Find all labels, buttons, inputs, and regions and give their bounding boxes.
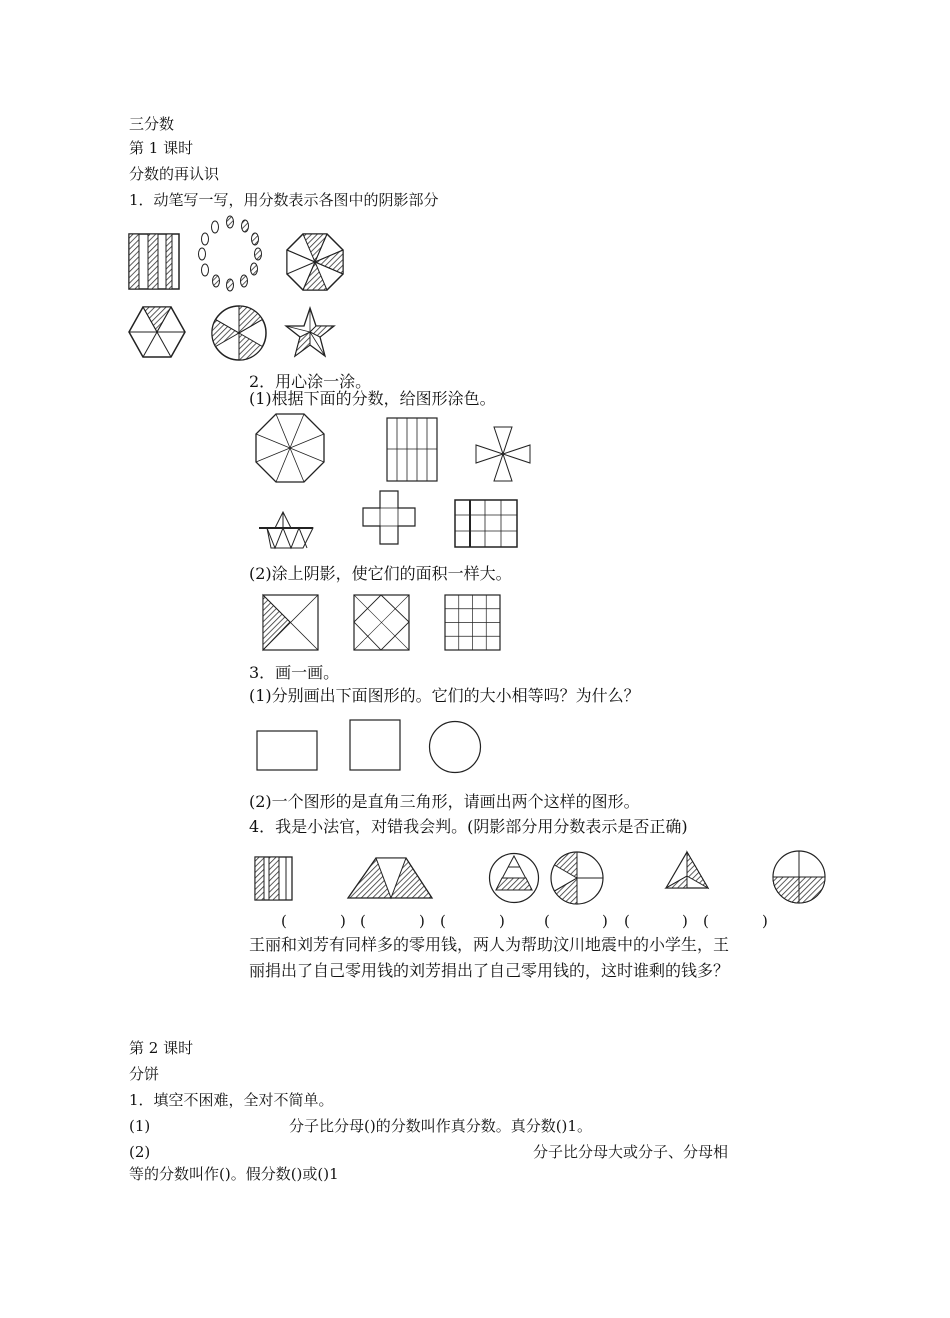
octagon-figure (285, 232, 345, 292)
lesson2-item2-text: 分子比分母大或分子、分母相 (533, 1143, 729, 1161)
answer-paren-open-6: ( (703, 912, 709, 930)
star-figure (284, 306, 336, 360)
answer-paren-close-2: ) (419, 912, 425, 930)
answer-paren-open-5: ( (624, 912, 630, 930)
answer-paren-close-4: ) (602, 912, 608, 930)
question4-title: 4．我是小法官，对错我会判。(阴影部分用分数表示是否正确) (249, 817, 688, 836)
lesson2-item1-text: 分子比分母()的分数叫作真分数。真分数()1。 (289, 1117, 592, 1135)
square-inscribed-diamond (353, 594, 411, 652)
ring-of-ellipses-figure (194, 214, 266, 294)
answer-paren-close-5: ) (682, 912, 688, 930)
lesson2-title: 第 2 课时 (129, 1039, 194, 1057)
judge-circle-sectors (549, 850, 605, 906)
story-line-2: 丽捐出了自己零用钱的刘芳捐出了自己零用钱的，这时谁剩的钱多？ (249, 961, 730, 980)
answer-paren-open-3: ( (440, 912, 446, 930)
answer-paren-close-1: ) (340, 912, 346, 930)
answer-paren-open-1: ( (281, 912, 287, 930)
question3-title: 3．画一画。 (249, 663, 340, 682)
answer-paren-close-3: ) (499, 912, 505, 930)
lesson2-item2-continuation: 等的分数叫作()。假分数()或()1 (129, 1165, 339, 1183)
judge-circle-quarters (771, 849, 827, 905)
circle-sectors-figure (210, 304, 268, 362)
judge-circle-triangle (488, 852, 540, 904)
cross-shape-to-color (362, 490, 416, 546)
question1-text: 1．动笔写一写，用分数表示各图中的阴影部分 (129, 191, 439, 209)
striped-rectangle-figure (128, 233, 182, 291)
lesson2-item2-number: (2) (129, 1143, 151, 1161)
story-line-1: 王丽和刘芳有同样多的零用钱，两人为帮助汶川地震中的小学生，王 (249, 935, 730, 954)
rectangle-shape (256, 730, 318, 772)
lesson1-title: 第 1 课时 (129, 139, 194, 157)
unit-title: 三分数 (129, 115, 175, 133)
question2-title: 2．用心涂一涂。 (249, 372, 372, 391)
lesson2-question1: 1．填空不困难，全对不简单。 (129, 1091, 334, 1109)
lesson2-subtitle: 分饼 (129, 1065, 160, 1083)
triangle-row-to-color (257, 508, 315, 550)
hexagon-figure (128, 305, 186, 359)
square-diagonals-shaded (262, 594, 320, 652)
question2-part1: (1)根据下面的分数，给图形涂色。 (249, 389, 496, 408)
question2-part2: (2)涂上阴影，使它们的面积一样大。 (249, 564, 512, 583)
square-shape (349, 719, 401, 771)
judge-triangle (664, 850, 710, 892)
answer-paren-open-4: ( (544, 912, 550, 930)
lesson2-item1-number: (1) (129, 1117, 151, 1135)
rect-grid-to-color (454, 499, 518, 549)
strip-grid-to-color (386, 417, 440, 483)
bowtie-star-to-color (474, 425, 532, 483)
judge-trapezoid (346, 856, 434, 900)
judge-striped-rect (254, 856, 294, 902)
question3-part2: (2)一个图形的是直角三角形，请画出两个这样的图形。 (249, 792, 640, 811)
octagon-to-color (255, 413, 325, 483)
square-grid-4x4 (444, 594, 502, 652)
answer-paren-open-2: ( (360, 912, 366, 930)
circle-shape (428, 720, 482, 774)
answer-paren-close-6: ) (762, 912, 768, 930)
lesson1-subtitle: 分数的再认识 (129, 165, 220, 183)
question3-part1: (1)分别画出下面图形的。它们的大小相等吗？为什么？ (249, 686, 640, 705)
